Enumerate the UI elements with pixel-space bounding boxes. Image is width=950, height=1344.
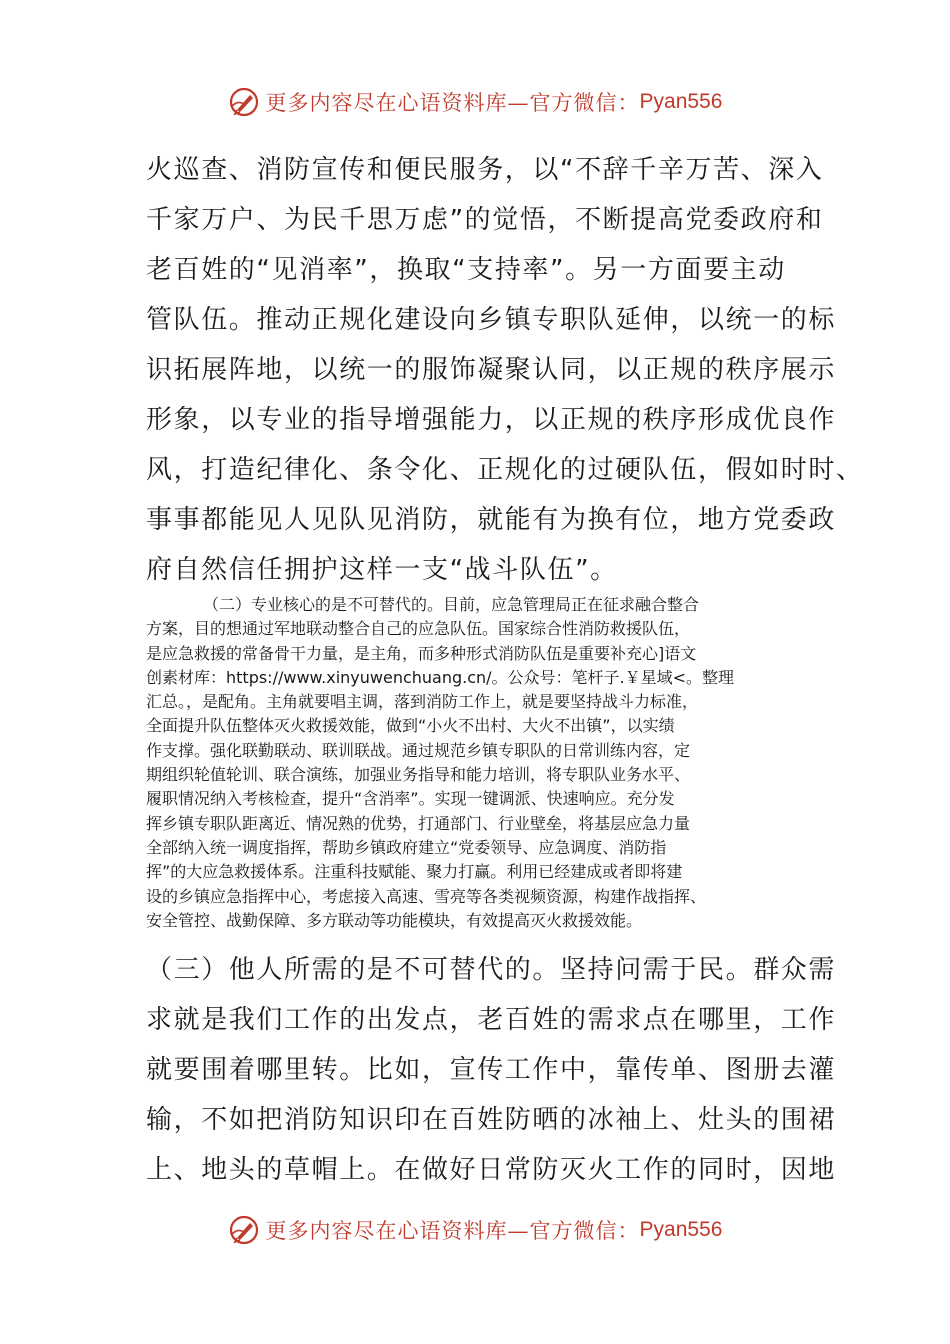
text-line: 输，不如把消防知识印在百姓防晒的冰袖上、灶头的围裙 <box>146 1105 837 1135</box>
text-line: （二）专业核心的是不可替代的。目前，应急管理局正在征求融合整合 <box>203 595 700 614</box>
pen-logo-icon <box>228 1214 260 1246</box>
text-line: 上、地头的草帽上。在做好日常防灭火工作的同时，因地 <box>146 1155 837 1185</box>
text-line: 识拓展阵地，以统一的服饰凝聚认同，以正规的秩序展示 <box>146 355 837 385</box>
text-line: 挥乡镇专职队距离近、情况熟的优势，打通部门、行业壁垒，将基层应急力量 <box>146 813 691 833</box>
paragraph-1 <box>146 145 864 595</box>
text-line: 挥”的大应急救援体系。注重科技赋能、聚力打赢。利用已经建成或者即将建 <box>146 862 683 882</box>
text-line: 履职情况纳入考核检查，提升“含消率”。实现一键调派、快速响应。充分发 <box>146 789 675 809</box>
text-line: 期组织轮值轮训、联合演练，加强业务指导和能力培训，将专职队业务水平、 <box>146 765 691 785</box>
header-wechat-id: Pyan556 <box>639 90 723 113</box>
footer-wechat-id: Pyan556 <box>639 1218 723 1241</box>
text-line: 府自然信任拥护这样一支“战斗队伍”。 <box>146 555 618 585</box>
text-line: 求就是我们工作的出发点，老百姓的需求点在哪里，工作 <box>146 1005 837 1035</box>
text-line: 创素材库：https://www.xinyuwenchuang.cn/。公众号：笔杆子.￥星域<。整理 <box>146 667 735 687</box>
header-banner <box>0 82 950 122</box>
text-line: 千家万户、为民千思万虑”的觉悟，不断提高党委政府和 <box>146 205 824 235</box>
text-line: 是应急救援的常备骨干力量，是主角，而多种形式消防队伍是重要补充心]语文 <box>146 643 697 663</box>
header-banner-text: 更多内容尽在心语资料库—官方微信： <box>265 91 640 115</box>
footer-banner <box>0 1210 950 1250</box>
text-line: 管队伍。推动正规化建设向乡镇专职队延伸，以统一的标 <box>146 305 837 335</box>
paragraph-2 <box>146 593 816 933</box>
text-line: 全面提升队伍整体灭火救援效能，做到“小火不出村、大火不出镇”，以实绩 <box>146 716 675 736</box>
text-line: 火巡查、消防宣传和便民服务，以“不辞千辛万苦、深入 <box>146 155 824 185</box>
text-line: 事事都能见人见队见消防，就能有为换有位，地方党委政 <box>146 505 837 535</box>
paragraph-3 <box>146 945 837 1195</box>
text-line: （三）他人所需的是不可替代的。坚持问需于民。群众需 <box>146 955 837 985</box>
text-line: 老百姓的“见消率”，换取“支持率”。另一方面要主动 <box>146 255 786 285</box>
text-line: 形象，以专业的指导增强能力，以正规的秩序形成优良作 <box>146 405 837 435</box>
text-line: 风，打造纪律化、条令化、正规化的过硬队伍，假如时时、 <box>146 455 864 485</box>
text-line: 汇总。，是配角。主角就要唱主调，落到消防工作上，就是要坚持战斗力标准， <box>146 692 699 712</box>
text-line: 作支撑。强化联勤联动、联训联战。通过规范乡镇专职队的日常训练内容，定 <box>146 740 691 760</box>
pen-logo-icon <box>228 86 260 118</box>
text-line: 安全管控、战勤保障、多方联动等功能模块，有效提高灭火救援效能。 <box>146 910 643 930</box>
text-line: 设的乡镇应急指挥中心，考虑接入高速、雪亮等各类视频资源，构建作战指挥、 <box>146 886 707 906</box>
text-line: 全部纳入统一调度指挥，帮助乡镇政府建立“党委领导、应急调度、消防指 <box>146 837 667 857</box>
footer-banner-text: 更多内容尽在心语资料库—官方微信： <box>265 1219 640 1243</box>
text-line: 就要围着哪里转。比如，宣传工作中，靠传单、图册去灌 <box>146 1055 837 1085</box>
text-line: 方案，目的想通过军地联动整合自己的应急队伍。国家综合性消防救援队伍， <box>146 619 691 639</box>
